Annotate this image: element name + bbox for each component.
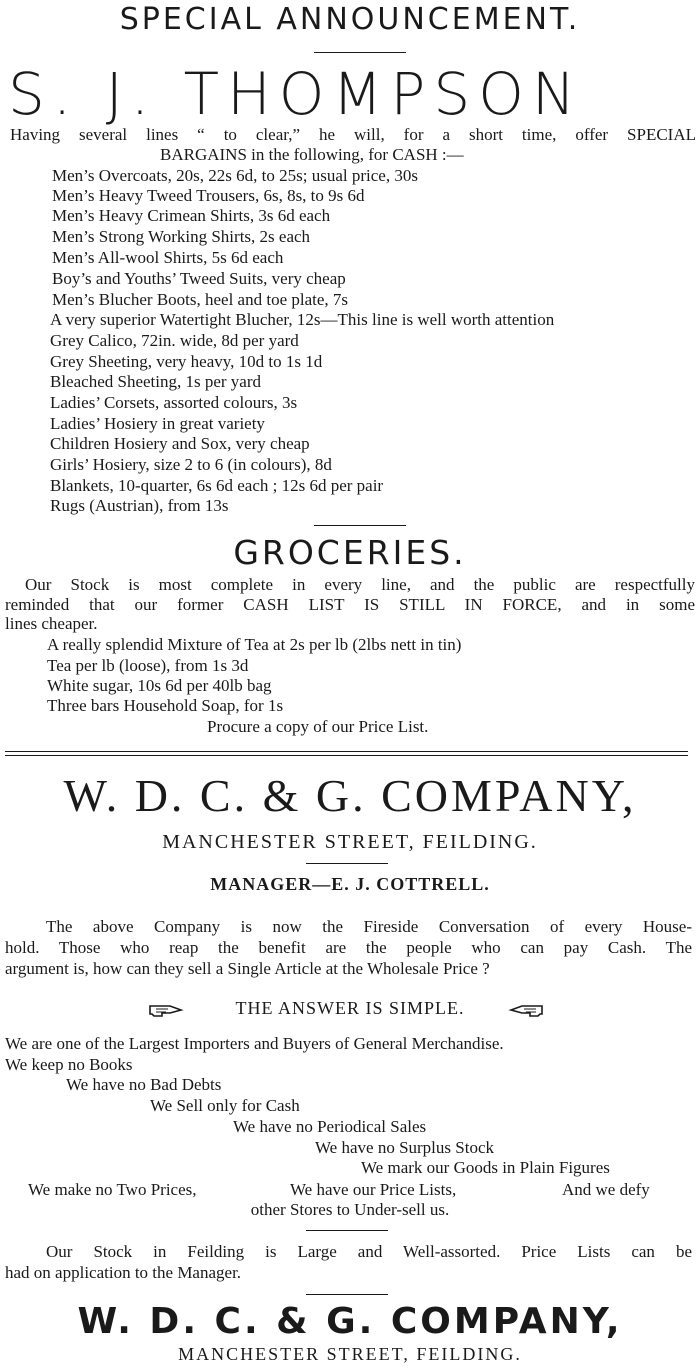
sale-item: Men’s Heavy Tweed Trousers, 6s, 8s, to 9s 6d (52, 186, 365, 205)
manager-line: MANAGER—E. J. COTTRELL. (210, 874, 490, 894)
sale-item: Children Hosiery and Sox, very cheap (50, 434, 310, 453)
price-list-note: Procure a copy of our Price List. (207, 717, 429, 736)
sale-item: Men’s Strong Working Shirts, 2s each (52, 227, 311, 246)
divider (306, 863, 388, 864)
company-street: MANCHESTER STREET, FEILDING. (162, 831, 538, 853)
sale-item: Blankets, 10-quarter, 6s 6d each ; 12s 6d per pair (50, 476, 384, 495)
stock-text-line: Our Stock in Feilding is Large and Well-assorted. Price Lists can be (46, 1242, 692, 1261)
grocery-item: A really splendid Mixture of Tea at 2s per lb (2lbs nett in tin) (47, 635, 462, 654)
company-street-footer: MANCHESTER STREET, FEILDING. (178, 1344, 522, 1364)
stair-line: We have no Periodical Sales (233, 1117, 427, 1136)
groceries-text-line: reminded that our former CASH LIST IS STILL IN FORCE, and in some (5, 595, 695, 614)
two-prices-text: We make no Two Prices, (28, 1180, 197, 1199)
divider (306, 1294, 388, 1295)
undersell-text: other Stores to Under-sell us. (250, 1200, 450, 1219)
sale-item: Rugs (Austrian), from 13s (50, 496, 229, 515)
groceries-text-line: Our Stock is most complete in every line, and the public are respectfully (25, 575, 695, 594)
grocery-item: Three bars Household Soap, for 1s (47, 696, 284, 715)
company-name-heading: W. D. C. & G. COMPANY, (63, 770, 637, 821)
sale-item: Ladies’ Hosiery in great variety (50, 414, 265, 433)
grocery-item: White sugar, 10s 6d per 40lb bag (47, 676, 272, 695)
pointing-hand-left-icon (508, 1002, 544, 1018)
answer-heading: THE ANSWER IS SIMPLE. (235, 998, 465, 1018)
groceries-text-line: lines cheaper. (5, 614, 98, 633)
sale-item: Girls’ Hosiery, size 2 to 6 (in colours), 8d (50, 455, 332, 474)
sale-item: Grey Calico, 72in. wide, 8d per yard (50, 331, 299, 350)
sale-item: Men’s Heavy Crimean Shirts, 3s 6d each (52, 206, 331, 225)
intro-line: Having several lines “ to clear,” he will, for a short time, offer SPECIAL (10, 125, 696, 144)
divider (306, 1230, 388, 1231)
special-announcement-heading: SPECIAL ANNOUNCEMENT. (119, 2, 581, 37)
company-paragraph-line: hold. Those who reap the benefit are the people who can pay Cash. The (5, 938, 692, 957)
divider (314, 52, 406, 53)
price-lists-text: We have our Price Lists, (290, 1180, 457, 1199)
stair-line: We have no Bad Debts (66, 1075, 222, 1094)
company-paragraph-line: argument is, how can they sell a Single Article at the Wholesale Price ? (5, 959, 490, 978)
sale-item: Bleached Sheeting, 1s per yard (50, 372, 262, 391)
sale-item: A very superior Watertight Blucher, 12s—This line is well worth attention (50, 310, 555, 329)
grocery-item: Tea per lb (loose), from 1s 3d (47, 656, 249, 675)
stair-line: We mark our Goods in Plain Figures (361, 1158, 610, 1177)
divider (314, 525, 406, 526)
defy-text: And we defy (562, 1180, 650, 1199)
sale-item: Boy’s and Youths’ Tweed Suits, very cheap (52, 269, 346, 288)
sale-item: Men’s Overcoats, 20s, 22s 6d, to 25s; usual price, 30s (52, 166, 418, 185)
advert-separator (5, 755, 688, 756)
stair-line: We Sell only for Cash (150, 1096, 300, 1115)
intro-line: BARGAINS in the following, for CASH :— (160, 145, 464, 164)
stock-text-line: had on application to the Manager. (5, 1263, 242, 1282)
company-paragraph-line: The above Company is now the Fireside Conversation of every House- (46, 917, 692, 936)
stair-line: We keep no Books (5, 1055, 133, 1074)
advert-separator (5, 751, 688, 752)
stair-line: We are one of the Largest Importers and Buyers of General Merchandise. (5, 1034, 504, 1053)
sale-item: Men’s All-wool Shirts, 5s 6d each (52, 248, 284, 267)
stair-line: We have no Surplus Stock (315, 1138, 494, 1157)
thompson-name-heading: S. J. THOMPSON (8, 60, 584, 128)
sale-item: Ladies’ Corsets, assorted colours, 3s (50, 393, 298, 412)
sale-item: Grey Sheeting, very heavy, 10d to 1s 1d (50, 352, 323, 371)
groceries-heading: GROCERIES. (233, 533, 467, 572)
company-name-footer: W. D. C. & G. COMPANY, (77, 1301, 623, 1342)
sale-item: Men’s Blucher Boots, heel and toe plate, 7s (52, 290, 349, 309)
